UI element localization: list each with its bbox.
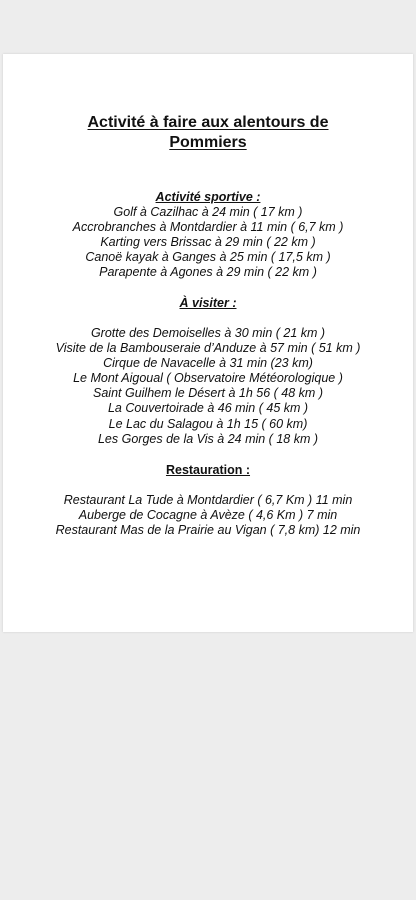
- list-item: La Couvertoirade à 46 min ( 45 km ): [107, 401, 309, 416]
- list-item: Restaurant La Tude à Montdardier ( 6,7 Km ) 11 min: [63, 493, 353, 507]
- list-item: Canoë kayak à Ganges à 25 min ( 17,5 km ): [85, 250, 331, 265]
- section-heading-visit: À visiter :: [179, 296, 237, 310]
- list-item: Karting vers Brissac à 29 min ( 22 km ): [100, 235, 316, 250]
- list-item: Accrobranches à Montdardier à 11 min ( 6,7 km ): [72, 220, 344, 235]
- sport-list: [3, 205, 413, 280]
- list-item: Visite de la Bambouseraie d’Anduze à 57 min ( 51 km ): [55, 341, 361, 356]
- restaurant-list: [3, 493, 413, 538]
- list-item: Auberge de Cocagne à Avèze ( 4,6 Km ) 7 min: [78, 508, 338, 523]
- document-page: [3, 54, 413, 632]
- list-item: Grotte des Demoiselles à 30 min ( 21 km ): [90, 326, 326, 340]
- section-heading-sport: Activité sportive :: [155, 190, 261, 204]
- list-item: Parapente à Agones à 29 min ( 22 km ): [99, 265, 317, 280]
- list-item: Saint Guilhem le Désert à 1h 56 ( 48 km ): [93, 386, 323, 401]
- title-line-2: Pommiers: [169, 134, 247, 151]
- document-title: [3, 113, 413, 153]
- title-line-1: Activité à faire aux alentours de: [87, 114, 329, 131]
- visit-list: [3, 326, 413, 447]
- list-item: Le Lac du Salagou à 1h 15 ( 60 km): [108, 416, 308, 431]
- list-item: Cirque de Navacelle à 31 min (23 km): [103, 356, 313, 371]
- list-item: Le Mont Aigoual ( Observatoire Météorologique ): [73, 371, 343, 386]
- list-item: Restaurant Mas de la Prairie au Vigan ( 7,8 km) 12 min: [55, 523, 361, 538]
- list-item: Les Gorges de la Vis à 24 min ( 18 km ): [97, 431, 318, 446]
- section-heading-restaurants: Restauration :: [165, 463, 251, 477]
- list-item: Golf à Cazilhac à 24 min ( 17 km ): [113, 205, 303, 219]
